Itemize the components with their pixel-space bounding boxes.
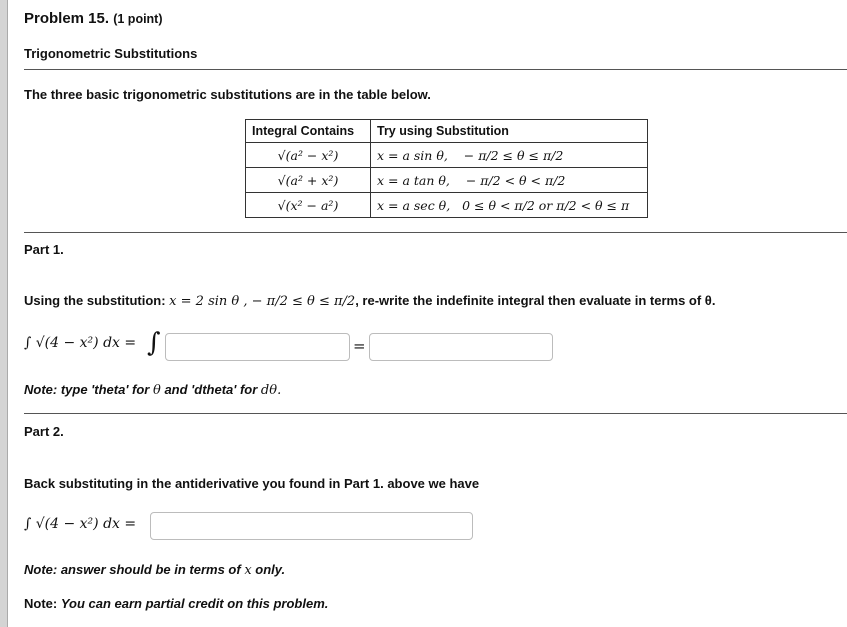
- part1-integral-lhs: ∫ √(4 − x²) dx =: [24, 335, 137, 351]
- problem-content: [24, 0, 847, 627]
- part2-integral-lhs: ∫ √(4 − x²) dx =: [24, 516, 137, 532]
- table-header-row: [246, 120, 648, 143]
- table-cell-contains: √(x² − a²): [246, 193, 371, 218]
- footer-text: You can earn partial credit on this problem.: [60, 596, 329, 611]
- left-page-border: [0, 0, 8, 627]
- table-cell-contains: √(a² + x²): [246, 168, 371, 193]
- part2-answer-input[interactable]: [150, 512, 473, 540]
- substitution-range: − π/2 ≤ θ ≤ π/2: [463, 147, 564, 163]
- part2-note-suffix: only.: [255, 562, 286, 577]
- table-cell-contains: √(a² − x²): [246, 143, 371, 168]
- part1-note-mid: and 'dtheta' for: [164, 382, 258, 397]
- substitution-range: − π/2 < θ < π/2: [465, 172, 566, 188]
- problem-title-text: Problem 15.: [24, 10, 110, 27]
- substitution-formula: x = a sec θ,: [377, 197, 451, 213]
- table-header-substitution: Try using Substitution: [371, 120, 648, 143]
- part1-instr-suffix: , re-write the indefinite integral then evaluate in terms of θ.: [355, 293, 716, 308]
- substitution-formula: x = a sin θ,: [377, 147, 448, 163]
- divider: [24, 413, 847, 414]
- part1-label: Part 1.: [24, 242, 64, 257]
- table-cell-substitution: [371, 193, 648, 218]
- divider: [24, 232, 847, 233]
- substitution-formula: x = a tan θ,: [377, 172, 450, 188]
- part1-note-dtheta: dθ.: [260, 383, 282, 398]
- table-header-contains: Integral Contains: [246, 120, 371, 143]
- problem-points: (1 point): [113, 12, 163, 26]
- part1-note: [24, 382, 281, 398]
- table-row: [246, 143, 648, 168]
- part2-note: [24, 562, 285, 578]
- part2-instructions: Back substituting in the antiderivative you found in Part 1. above we have: [24, 476, 480, 491]
- part1-instructions: [24, 293, 715, 309]
- part1-result-input[interactable]: [369, 333, 553, 361]
- problem-subtitle: Trigonometric Substitutions: [24, 46, 198, 61]
- part1-note-theta: θ: [152, 383, 161, 398]
- substitution-range: 0 ≤ θ < π/2 or π/2 < θ ≤ π: [462, 197, 630, 213]
- divider: [24, 69, 847, 70]
- footer-label: Note:: [24, 596, 58, 611]
- part1-integrand-input[interactable]: [165, 333, 350, 361]
- problem-title: [24, 10, 163, 27]
- part1-instr-math: x = 2 sin θ , − π/2 ≤ θ ≤ π/2: [169, 294, 356, 309]
- part2-note-var: x: [244, 563, 252, 578]
- table-cell-substitution: [371, 168, 648, 193]
- part1-instr-prefix: Using the substitution:: [24, 293, 166, 308]
- intro-text: The three basic trigonometric substitutions are in the table below.: [24, 87, 431, 102]
- footer-note: [24, 596, 328, 611]
- part1-note-prefix: Note: type 'theta' for: [24, 382, 150, 397]
- part1-equals: =: [353, 337, 366, 355]
- integral-sign-icon: ∫: [147, 328, 161, 358]
- table-row: [246, 168, 648, 193]
- substitution-table: [245, 119, 648, 218]
- table-cell-substitution: [371, 143, 648, 168]
- table-row: [246, 193, 648, 218]
- part2-note-prefix: Note: answer should be in terms of: [24, 562, 241, 577]
- part2-label: Part 2.: [24, 424, 64, 439]
